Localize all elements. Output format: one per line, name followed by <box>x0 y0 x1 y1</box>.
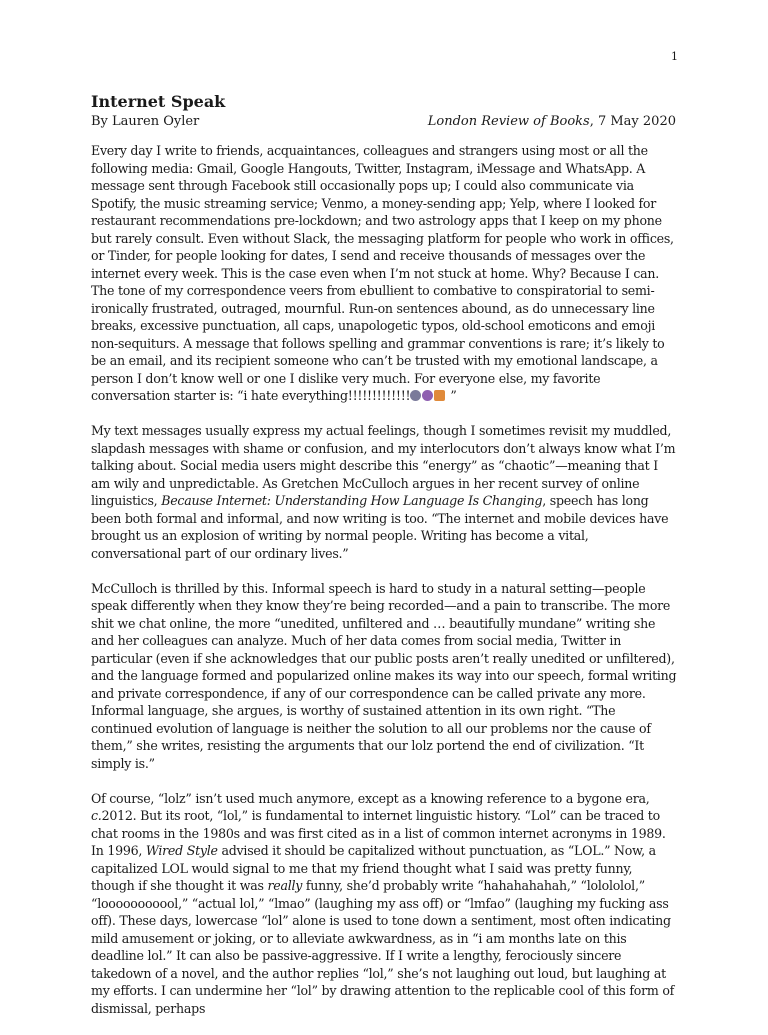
byline-row <box>91 113 676 131</box>
paragraph-4-text-c: advised it should be capitalized without punctuation, as “LOL.” Now, a capitalized LOL would signal to me that my friend thought what I said was pretty funny, though if she thought it was <box>91 843 656 893</box>
crystal-ball-icon <box>410 390 421 401</box>
page-number: 1 <box>671 50 678 63</box>
emoji-sequence <box>410 388 450 400</box>
paragraph-2 <box>91 422 678 562</box>
source-date: , 7 May 2020 <box>589 114 676 129</box>
paragraph-2-text-b: , speech has long been both formal and informal, and now writing is too. “The internet and mobile devices have brought us an explosion of writing by normal people. Writing has become a vital, conversational part of our ordinary lives.” <box>91 493 669 561</box>
paragraph-1-text: Every day I write to friends, acquaintances, colleagues and strangers using most or all the following media: Gmail, Google Hangouts, Twitter, Instagram, iMessage and WhatsApp. A message sent through Facebook still occasionally pops up; I could also communicate via Spotify, the music streaming service; Venmo, a money-sending app; Yelp, where I looked for restaurant recommendations pre-lockdown; and two astrology apps that I keep on my phone but rarely consult. Even without Slack, the messaging platform for people who work in offices, or Tinder, for people looking for dates, I send and receive thousands of messages over the internet every week. This is the case even when I’m not stuck at home. Why? Because I can. The tone of my correspondence veers from ebullient to combative to conspiratorial to semi-ironically frustrated, outraged, mournful. Run-on sentences abound, as do unnecessary line breaks, excessive punctuation, all caps, unapologetic typos, old-school emoticons and emoji non-sequiturs. A message that follows spelling and grammar conventions is rare; it’s likely to be an email, and its recipient someone who can’t be trusted with my emotional landscape, a person I don’t know well or one I dislike very much. For everyone else, my favorite conversation starter is: “i hate everything!!!!!!!!!!!!! <box>91 143 674 403</box>
paragraph-1 <box>91 142 678 405</box>
book-title: Because Internet: Understanding How Language Is Changing <box>161 493 543 508</box>
paragraph-3: McCulloch is thrilled by this. Informal speech is hard to study in a natural setting—people speak differently when they know they’re being recorded—and a pain to transcribe. The more shit we chat online, the more “unedited, unfiltered and … beautifully mundane” writing she and her colleagues can analyze. Much of her data comes from social media, Twitter in particular (even if she acknowledges that our public posts aren’t really unedited or unfiltered), and the language formed and popularized online makes its way into our speech, formal writing and private correspondence, if any of our correspondence can be called private any more. Informal language, she argues, is worthy of sustained attention in its own right. “The continued evolution of language is neither the solution to all our problems nor the cause of them,” she writes, resisting the arguments that our lolz portend the end of civilization. “It simply is.” <box>91 580 677 771</box>
article-header <box>91 92 676 131</box>
source-citation <box>428 113 676 131</box>
paragraph-2-text-a: My text messages usually express my actual feelings, though I sometimes revisit my muddled, slapdash messages with shame or confusion, and my interlocutors don’t always know what I’m talking about. Social media users might describe this “energy” as “chaotic”—meaning that I am wily and unpredictable. As Gretchen McCulloch argues in her recent survey of online linguistics, <box>91 423 676 508</box>
paragraph-4-text-b: 2012. But its root, “lol,” is fundamental to internet linguistic history. “Lol” can be traced to chat rooms in the 1980s and was first cited as in a list of common internet acronyms in 1989. In 1996, <box>91 808 666 858</box>
paragraph-4-text-d: funny, she’d probably write “hahahahahah,” “lolololol,” “looooooooool,” “actual lol,” “lmao” (laughing my ass off) or “lmfao” (laughing my fucking ass off). These days, lowercase “lol” alone is used to tone down a sentiment, most often indicating mild amusement or joking, or to alleviate awkwardness, as in “i am months late on this deadline lol.” It can also be passive-aggressive. If I write a lengthy, ferociously sincere takedown of a novel, and the author replies “lol,” she’s not laughing out loud, but laughing at my efforts. I can undermine her “lol” by drawing attention to the replicable cool of this form of dismissal, perhaps <box>91 878 675 1016</box>
paragraph-4-text-a: Of course, “lolz” isn’t used much anymore, except as a knowing reference to a bygone era, <box>91 790 650 806</box>
octopus-icon <box>422 390 433 401</box>
paragraph-1-close-quote: ” <box>450 388 457 403</box>
circa-abbrev: c. <box>91 808 102 823</box>
source-publication: London Review of Books <box>427 114 590 129</box>
dancer-icon <box>434 390 445 401</box>
article-title: Internet Speak <box>91 92 226 111</box>
article-body <box>91 142 678 1035</box>
paragraph-4 <box>91 790 678 1018</box>
author-byline: By Lauren Oyler <box>91 114 200 129</box>
really-emphasis: really <box>267 878 303 893</box>
wired-style-title: Wired Style <box>145 843 218 858</box>
